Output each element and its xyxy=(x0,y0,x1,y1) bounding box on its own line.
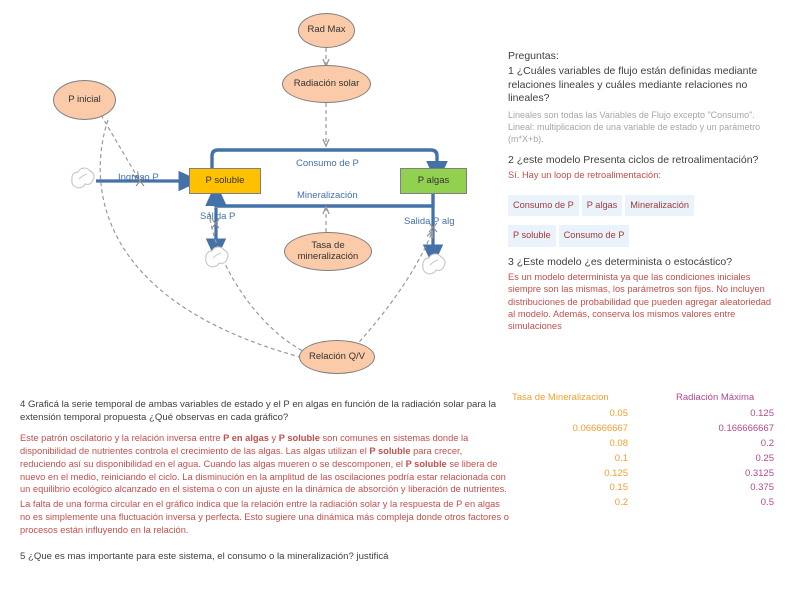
node-tasa-mineralizacion-label: Tasa de mineralización xyxy=(297,239,359,262)
cell-tasa-mineralizacion: 0.125 xyxy=(604,467,628,479)
a4-text-3: son comunes en sistemas donde la disponibilidad de nutrientes controla el crecimiento de las algas. Las algas utilizan el xyxy=(20,433,469,457)
loop-chip-p-algas[interactable]: P algas xyxy=(582,195,622,216)
system-dynamics-diagram xyxy=(0,0,505,392)
node-rad-max-label: Rad Max xyxy=(307,24,346,36)
a4-bold-p-soluble-3: P soluble xyxy=(405,458,447,469)
loop-chip-p-soluble[interactable]: P soluble xyxy=(508,225,556,246)
cell-tasa-mineralizacion: 0.2 xyxy=(614,497,628,509)
a4-bold-p-en-algas: P en algas xyxy=(223,433,269,444)
a4-text-4: para crecer, reduciendo así su disponibilidad en el agua. Cuando las algas mueren o se descomponen, el xyxy=(20,446,463,469)
a4-text-1: Este patrón oscilatorio y la relación inversa entre xyxy=(20,433,224,444)
cell-tasa-mineralizacion: 0.1 xyxy=(614,452,628,464)
question-3: 3 ¿Este modelo ¿es determinista o estocástico? xyxy=(508,255,733,268)
question-5: 5 ¿Que es mas importante para este sistema, el consumo o la mineralización? justificá xyxy=(20,551,389,563)
cell-tasa-mineralizacion: 0.05 xyxy=(609,408,628,420)
cell-radiacion-maxima: 0.3125 xyxy=(744,467,774,479)
connector-pinicial-to-ingreso xyxy=(101,115,138,178)
stock-p-algas-label: P algas xyxy=(417,174,450,186)
node-radiacion-solar[interactable] xyxy=(282,65,371,103)
table-header xyxy=(512,392,780,407)
node-p-inicial[interactable] xyxy=(53,80,116,120)
stock-p-soluble[interactable] xyxy=(189,168,261,194)
question-4: 4 Graficá la serie temporal de ambas variables de estado y el P en algas en función de la radiación solar para la extensión temporal propuesta ¿Qué observas en cada gráfico? xyxy=(20,399,497,424)
flow-label-consumo-de-p: Consumo de P xyxy=(296,158,359,169)
flow-label-mineralizacion: Mineralización xyxy=(297,190,358,201)
loop-chip-mineralizacion[interactable]: Mineralización xyxy=(625,195,694,216)
table-row xyxy=(512,481,780,496)
table-row xyxy=(512,496,780,511)
cell-tasa-mineralizacion: 0.08 xyxy=(609,438,628,450)
diagram-connectors xyxy=(0,0,505,392)
table-row xyxy=(512,437,780,452)
loop-chip-consumo-de-p-1[interactable]: Consumo de P xyxy=(508,195,579,216)
answer-2: Sí. Hay un loop de retroalimentación: xyxy=(508,170,661,181)
parameters-table xyxy=(512,392,780,511)
a4-bold-p-soluble-2: P soluble xyxy=(369,446,411,457)
cloud-sink-salida-p-icon xyxy=(206,247,228,267)
a4-bold-p-soluble-1: P soluble xyxy=(278,433,320,444)
cell-tasa-mineralizacion: 0.15 xyxy=(609,482,628,494)
flow-label-salida-p: Salida P xyxy=(200,211,236,222)
node-relacion-qv[interactable] xyxy=(299,340,375,374)
loop-chip-consumo-de-p-2[interactable]: Consumo de P xyxy=(559,225,630,246)
cell-radiacion-maxima: 0.2 xyxy=(760,438,774,450)
cell-radiacion-maxima: 0.375 xyxy=(750,482,774,494)
panel-title: Preguntas: xyxy=(508,50,559,62)
a4-text-2: y xyxy=(268,433,279,444)
feedback-loop-chips xyxy=(508,189,780,250)
questions-panel xyxy=(508,50,780,332)
connector-relacionqv-to-salidap xyxy=(209,212,305,352)
connector-pinicial-curve xyxy=(100,120,300,357)
cell-radiacion-maxima: 0.166666667 xyxy=(718,423,774,435)
stock-p-soluble-label: P soluble xyxy=(205,174,245,186)
node-radiacion-solar-label: Radiación solar xyxy=(293,77,360,89)
question-1: 1 ¿Cuáles variables de flujo están definidas mediante relaciones lineales y cuáles mediante relaciones no lineales? xyxy=(508,65,758,105)
table-element xyxy=(512,392,780,511)
answer-1: Lineales son todas las Variables de Flujo excepto "Consumo". Lineal: multiplicacion de una variable de estado y un parámetro (m*X+b). xyxy=(508,109,761,144)
table-header-row xyxy=(512,392,780,407)
column-header-tasa-mineralizacion: Tasa de Mineralizacion xyxy=(512,392,609,403)
cell-radiacion-maxima: 0.125 xyxy=(750,408,774,420)
node-tasa-mineralizacion[interactable] xyxy=(284,232,372,271)
question-2: 2 ¿este modelo Presenta ciclos de retroalimentación? xyxy=(508,153,759,166)
spacer xyxy=(508,145,780,154)
table-body xyxy=(512,407,780,511)
cloud-source-icon xyxy=(72,168,94,188)
table-row xyxy=(512,467,780,482)
table-row xyxy=(512,422,780,437)
node-rad-max[interactable] xyxy=(298,13,355,48)
table-row xyxy=(512,452,780,467)
answer-3: Es un modelo determinista ya que las condiciones iniciales siempre son las mismas, los parámetros son fijos. No incluyen distribuciones de probabilidad que pueden agregar aleatoriedad al modelo. Además, conserva los mismos valores entre simulaciones xyxy=(508,272,772,332)
valve-markers xyxy=(136,176,437,232)
cell-radiacion-maxima: 0.25 xyxy=(755,452,774,464)
cell-tasa-mineralizacion: 0.066666667 xyxy=(572,423,628,435)
answer-4-paragraph-1 xyxy=(20,432,510,496)
node-p-inicial-label: P inicial xyxy=(68,93,101,105)
table-row xyxy=(512,407,780,422)
answer-4-paragraph-2: La falta de una forma circular en el gráfico indica que la relación entre la radiación solar y la respuesta de P en algas no es simplemente una fluctuación inversa y perfecta. Esto sugiere una dinámica más compleja donde otros factores o procesos están influyendo en la relación. xyxy=(20,499,509,535)
a4-text-5: se libera de nuevo en el medio, reiniciando el ciclo. La disminución en la amplitud de las oscilaciones podría estar relacionada con un equilibrio ecológico alcanzado en el sistema o con un ajuste en la dinámica de absorción y liberación de nutrientes. xyxy=(20,458,507,495)
flow-label-ingreso-p: Ingreso P xyxy=(118,172,159,183)
bottom-questions xyxy=(20,398,510,564)
cloud-sink-salida-p-alg-icon xyxy=(423,254,445,274)
flow-label-salida-p-alg: Salida P alg xyxy=(404,216,455,227)
node-relacion-qv-label: Relación Q/V xyxy=(309,350,365,362)
stock-p-algas[interactable] xyxy=(400,168,467,194)
cell-radiacion-maxima: 0.5 xyxy=(760,497,774,509)
column-header-radiacion-maxima: Radiación Máxima xyxy=(676,392,755,403)
